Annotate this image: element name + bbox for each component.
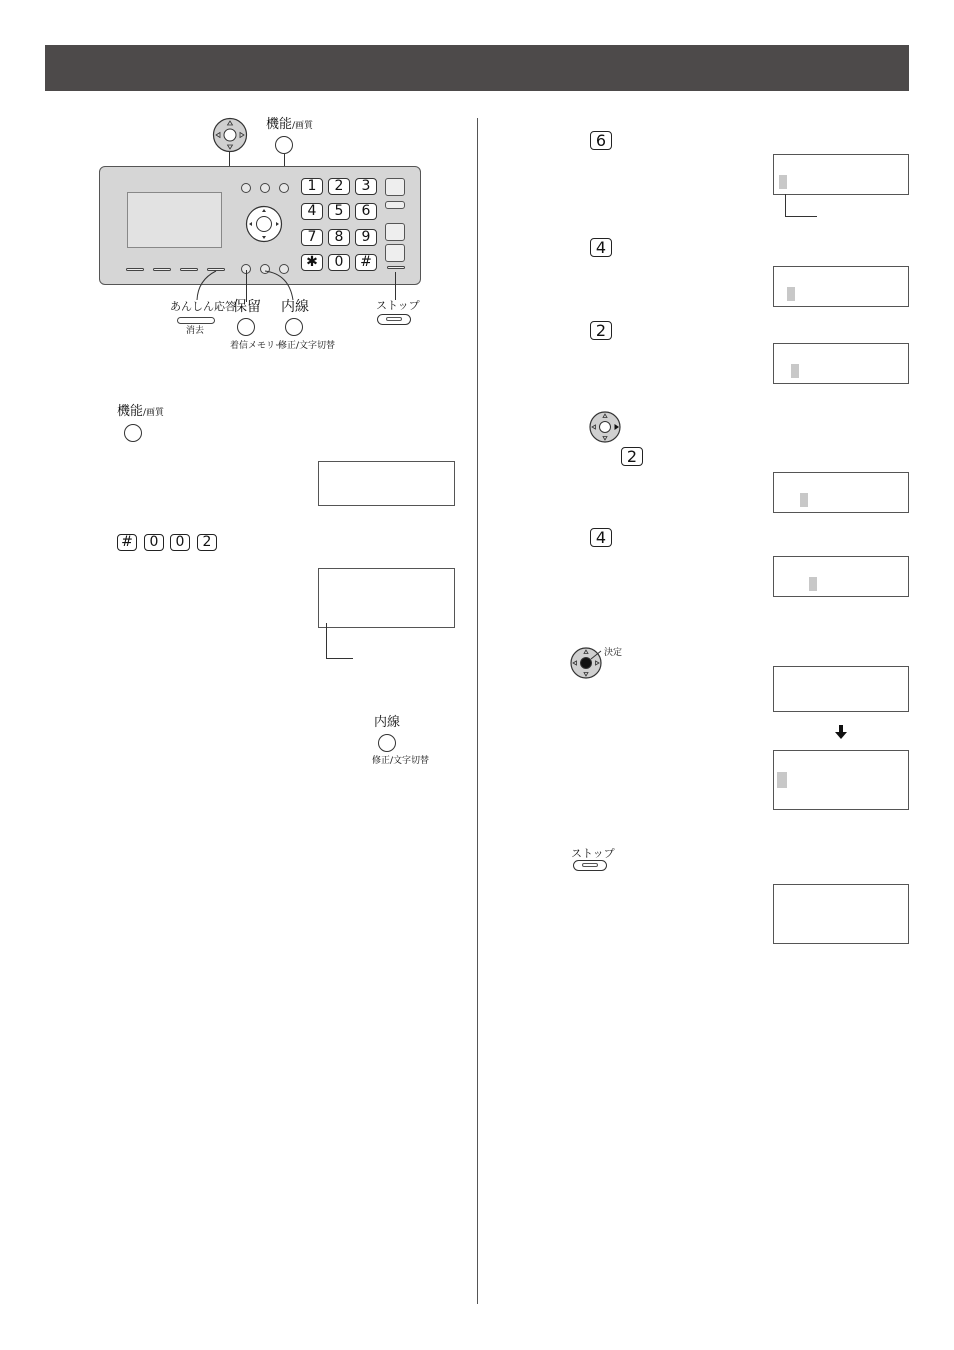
lcd-cursor	[800, 493, 808, 507]
intercom-label: 内線	[281, 299, 309, 315]
lcd-display-6	[773, 472, 909, 513]
confirm-label: 決定	[604, 648, 623, 658]
hold-sub-label: 着信メモリー	[230, 341, 285, 351]
stop-label: ストップ	[376, 299, 420, 312]
device-slot	[153, 268, 171, 271]
device-key-1[interactable]: 1	[301, 178, 323, 195]
device-led	[279, 183, 289, 193]
device-slot	[126, 268, 144, 271]
device-side-button[interactable]	[385, 244, 405, 262]
device-side-button[interactable]	[385, 223, 405, 241]
hold-button[interactable]	[237, 318, 255, 336]
device-key-3[interactable]: 3	[355, 178, 377, 195]
lcd-display-3	[773, 154, 909, 195]
device-display	[127, 192, 222, 248]
lcd-display-10	[773, 884, 909, 944]
device-key-0[interactable]: 0	[328, 254, 350, 271]
lcd-display-5	[773, 343, 909, 384]
device-led	[260, 183, 270, 193]
device-key-4[interactable]: 4	[301, 203, 323, 220]
leader-line	[326, 658, 353, 659]
step2-key-hash[interactable]: #	[117, 534, 137, 551]
leader-line	[326, 623, 327, 659]
stop-button[interactable]	[377, 314, 411, 325]
lcd-display-4	[773, 266, 909, 307]
leader-line	[785, 216, 817, 217]
step2-key-0a[interactable]: 0	[144, 534, 164, 551]
key-6[interactable]: 6	[590, 131, 612, 150]
leader-line	[395, 272, 396, 300]
answering-label: あんしん応答	[170, 300, 236, 313]
device-led	[241, 183, 251, 193]
leader-line-answer	[190, 270, 230, 302]
answering-button[interactable]	[177, 317, 215, 324]
answering-sub-label: 消去	[186, 326, 205, 336]
key-4a[interactable]: 4	[590, 238, 612, 257]
column-divider	[477, 118, 478, 1304]
device-key-5[interactable]: 5	[328, 203, 350, 220]
func-button-top[interactable]	[275, 136, 293, 154]
lcd-cursor	[777, 772, 787, 788]
leader-line	[246, 270, 247, 302]
stop-label-step: ストップ	[571, 847, 615, 860]
key-2a[interactable]: 2	[590, 321, 612, 340]
lcd-display-7	[773, 556, 909, 597]
device-key-7[interactable]: 7	[301, 229, 323, 246]
step3-intercom-sub-label: 修正/文字切替	[372, 756, 430, 766]
device-key-hash[interactable]: #	[355, 254, 377, 271]
step3-intercom-label: 内線	[374, 715, 401, 730]
lcd-cursor	[809, 577, 817, 591]
navigator-pad-icon	[212, 117, 248, 153]
lcd-display-8	[773, 666, 909, 712]
intercom-button[interactable]	[285, 318, 303, 336]
step1-func-button[interactable]	[124, 424, 142, 442]
navigator-right-icon[interactable]	[589, 410, 623, 444]
step1-func-label: 機能/画質	[117, 404, 165, 419]
key-4b[interactable]: 4	[590, 528, 612, 547]
lcd-display-9	[773, 750, 909, 810]
intercom-sub-label: 修正/文字切替	[278, 341, 336, 351]
device-key-star[interactable]: ✱	[301, 254, 323, 271]
lcd-display-1	[318, 461, 455, 506]
device-key-2[interactable]: 2	[328, 178, 350, 195]
navigator-center-icon[interactable]	[569, 645, 605, 681]
step2-key-0b[interactable]: 0	[170, 534, 190, 551]
arrow-down-icon	[833, 724, 849, 740]
section-header-bar	[45, 45, 909, 91]
device-stop-slot[interactable]	[387, 266, 405, 269]
stop-button-step[interactable]	[573, 860, 607, 871]
func-label-top: 機能/画質	[266, 117, 314, 132]
device-key-6[interactable]: 6	[355, 203, 377, 220]
lcd-cursor	[787, 287, 795, 301]
device-key-9[interactable]: 9	[355, 229, 377, 246]
device-side-button[interactable]	[385, 201, 405, 209]
device-key-8[interactable]: 8	[328, 229, 350, 246]
lcd-cursor	[779, 175, 787, 189]
lcd-cursor	[791, 364, 799, 378]
device-side-button[interactable]	[385, 178, 405, 196]
step2-key-2[interactable]: 2	[197, 534, 217, 551]
device-navigator-icon	[245, 205, 283, 243]
step3-intercom-button[interactable]	[378, 734, 396, 752]
leader-line	[785, 194, 786, 216]
key-2b[interactable]: 2	[621, 447, 643, 466]
lcd-display-2	[318, 568, 455, 628]
hold-label: 保留	[233, 299, 261, 315]
